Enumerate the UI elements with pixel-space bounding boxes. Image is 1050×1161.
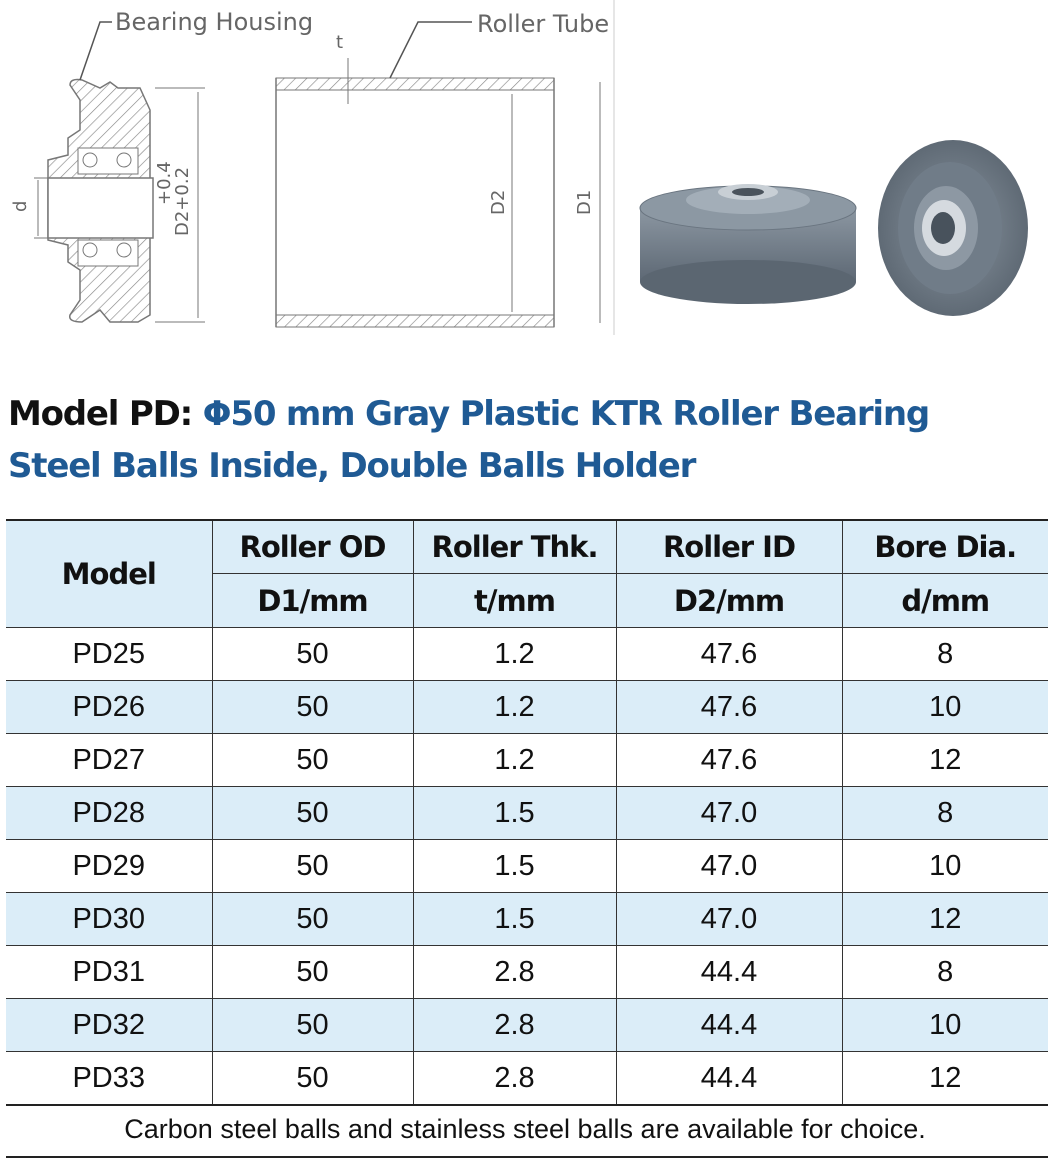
- col-header-bore-dia: Bore Dia.: [842, 520, 1048, 574]
- bottom-divider: [6, 1156, 1048, 1158]
- product-photo-front: [878, 140, 1028, 316]
- table-row: [6, 1052, 1048, 1106]
- table-header-row: [6, 520, 1048, 574]
- table-row: [6, 628, 1048, 681]
- cell-bore-dia: 8: [842, 628, 1048, 681]
- drawing-svg: [0, 0, 1050, 350]
- cell-roller-id: 47.6: [616, 681, 842, 734]
- cell-roller-thk: 2.8: [413, 999, 616, 1052]
- dim-d2-tol-label: D2+0.2: [172, 166, 193, 236]
- cell-roller-id: 44.4: [616, 999, 842, 1052]
- col-header-roller-id: Roller ID: [616, 520, 842, 574]
- cell-roller-od: 50: [212, 787, 413, 840]
- cell-model: PD31: [6, 946, 212, 999]
- model-prefix: Model PD:: [8, 394, 203, 434]
- roller-tube-drawing: [276, 0, 614, 335]
- table-row: [6, 840, 1048, 893]
- heading-title-line-2: Steel Balls Inside, Double Balls Holder: [8, 446, 696, 486]
- roller-tube-label: Roller Tube: [477, 10, 610, 38]
- cell-roller-od: 50: [212, 681, 413, 734]
- bearing-housing-label: Bearing Housing: [115, 8, 314, 36]
- table-row: [6, 734, 1048, 787]
- heading-line-1: [8, 388, 1038, 440]
- table-body: [6, 628, 1048, 1106]
- cell-model: PD27: [6, 734, 212, 787]
- cell-bore-dia: 10: [842, 999, 1048, 1052]
- unit-d2: D2/mm: [616, 574, 842, 628]
- cell-roller-thk: 2.8: [413, 946, 616, 999]
- cell-roller-id: 44.4: [616, 946, 842, 999]
- dim-t-label: t: [336, 32, 344, 53]
- table-row: [6, 999, 1048, 1052]
- cell-roller-thk: 1.5: [413, 893, 616, 946]
- dim-d-label: d: [10, 200, 31, 212]
- cell-model: PD33: [6, 1052, 212, 1106]
- dim-d2-tol2-label: +0.4: [154, 161, 175, 205]
- cell-roller-thk: 1.5: [413, 787, 616, 840]
- table-row: [6, 946, 1048, 999]
- cell-bore-dia: 10: [842, 840, 1048, 893]
- cell-roller-thk: 1.5: [413, 840, 616, 893]
- product-photo-side: [640, 184, 856, 304]
- cell-model: PD26: [6, 681, 212, 734]
- col-header-roller-thk: Roller Thk.: [413, 520, 616, 574]
- cell-model: PD28: [6, 787, 212, 840]
- heading-title-line-1: Φ50 mm Gray Plastic KTR Roller Bearing: [202, 394, 929, 434]
- table-row: [6, 893, 1048, 946]
- cell-roller-od: 50: [212, 893, 413, 946]
- cell-roller-id: 47.0: [616, 893, 842, 946]
- col-header-model: Model: [6, 520, 212, 628]
- cell-roller-id: 47.0: [616, 840, 842, 893]
- cell-roller-id: 47.6: [616, 734, 842, 787]
- table-row: [6, 787, 1048, 840]
- cell-model: PD29: [6, 840, 212, 893]
- cell-bore-dia: 8: [842, 787, 1048, 840]
- cell-bore-dia: 12: [842, 893, 1048, 946]
- cell-roller-thk: 1.2: [413, 681, 616, 734]
- spec-table: [6, 519, 1048, 1106]
- cell-roller-od: 50: [212, 1052, 413, 1106]
- cell-roller-od: 50: [212, 628, 413, 681]
- col-header-roller-od: Roller OD: [212, 520, 413, 574]
- technical-drawing-area: [0, 0, 1050, 350]
- cell-roller-thk: 2.8: [413, 1052, 616, 1106]
- dim-d2-label: D2: [488, 189, 509, 215]
- cell-roller-thk: 1.2: [413, 734, 616, 787]
- dim-d1-label: D1: [574, 189, 595, 215]
- unit-d1: D1/mm: [212, 574, 413, 628]
- cell-roller-id: 44.4: [616, 1052, 842, 1106]
- cell-roller-od: 50: [212, 840, 413, 893]
- cell-roller-od: 50: [212, 734, 413, 787]
- cell-roller-id: 47.0: [616, 787, 842, 840]
- product-heading: [8, 388, 1038, 492]
- cell-roller-thk: 1.2: [413, 628, 616, 681]
- unit-t: t/mm: [413, 574, 616, 628]
- table-row: [6, 681, 1048, 734]
- cell-roller-id: 47.6: [616, 628, 842, 681]
- availability-note: Carbon steel balls and stainless steel balls are available for choice.: [124, 1114, 926, 1144]
- cell-roller-od: 50: [212, 999, 413, 1052]
- cell-model: PD32: [6, 999, 212, 1052]
- cell-bore-dia: 10: [842, 681, 1048, 734]
- unit-d: d/mm: [842, 574, 1048, 628]
- cell-bore-dia: 12: [842, 734, 1048, 787]
- cell-model: PD25: [6, 628, 212, 681]
- cell-bore-dia: 12: [842, 1052, 1048, 1106]
- cell-bore-dia: 8: [842, 946, 1048, 999]
- cell-model: PD30: [6, 893, 212, 946]
- cell-roller-od: 50: [212, 946, 413, 999]
